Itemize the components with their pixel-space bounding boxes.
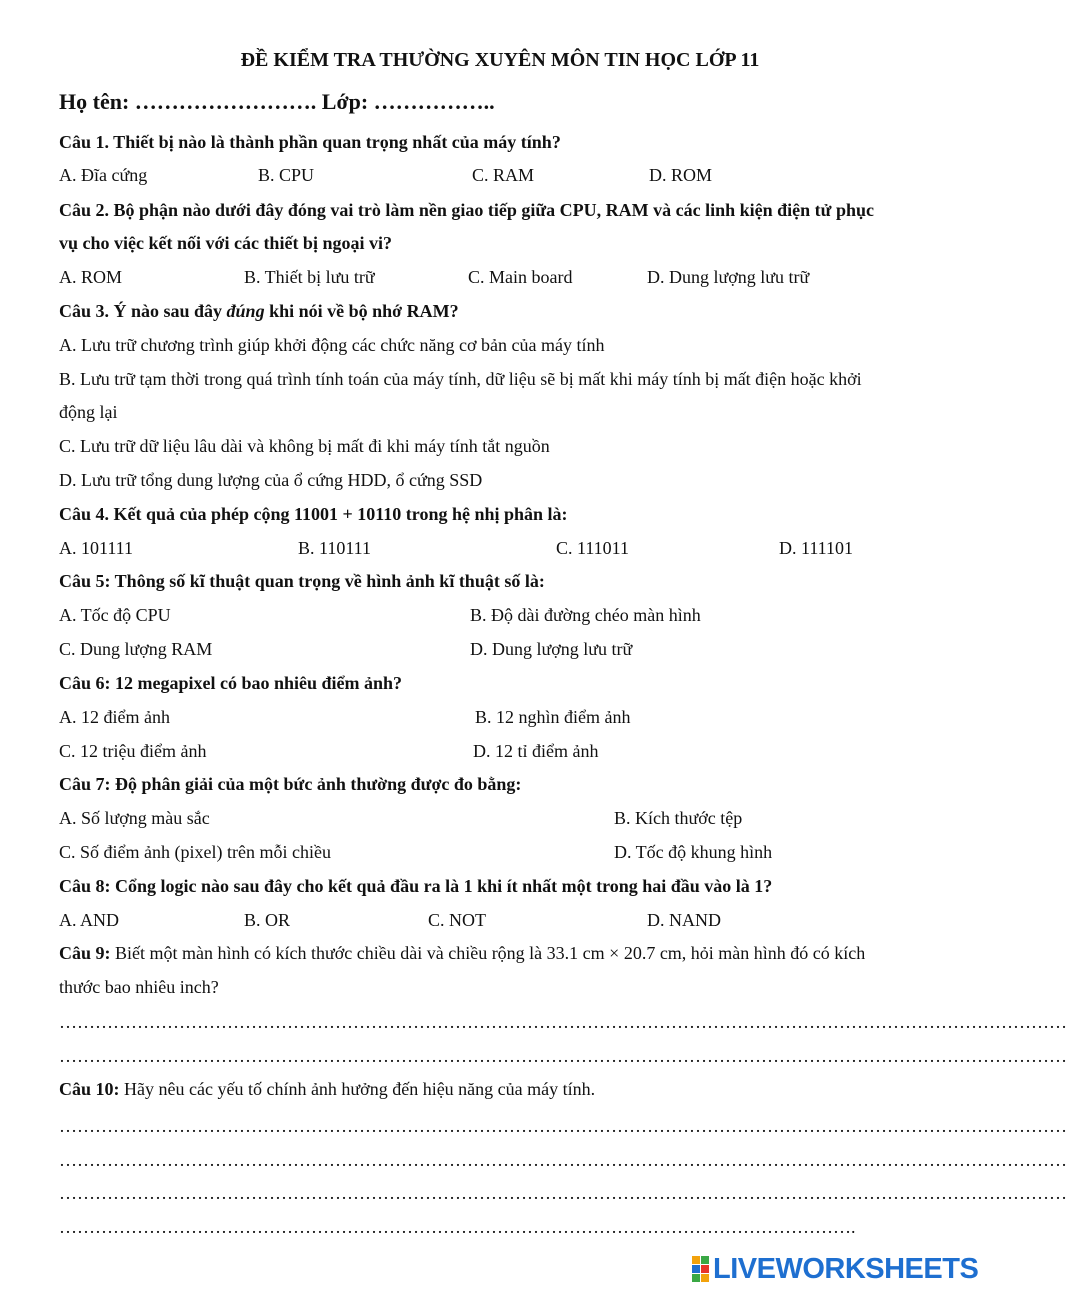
question-4: Câu 4. Kết quả của phép cộng 11001 + 10110 trong hệ nhị phân là:: [59, 504, 568, 524]
answer-line[interactable]: ……………………………………………………………………………………………………………………………………………………: [59, 1183, 1067, 1203]
q8-option-d: D. NAND: [647, 910, 721, 930]
logo-blocks-icon: [692, 1256, 709, 1282]
page-title: ĐỀ KIỂM TRA THƯỜNG XUYÊN MÔN TIN HỌC LỚP 11: [240, 49, 760, 71]
q8-option-b: B. OR: [244, 910, 291, 930]
answer-line[interactable]: ……………………………………………………………………………………………………………………………………………………: [59, 1116, 1067, 1136]
question-3-pre: Câu 3. Ý nào sau đây: [59, 301, 227, 321]
q5-option-b: B. Độ dài đường chéo màn hình: [470, 605, 701, 625]
answer-line[interactable]: …………………………………………………………………………………………………………………….: [59, 1217, 856, 1237]
answer-line[interactable]: ……………………………………………………………………………………………………………………………………………………: [59, 1012, 1067, 1032]
logo-text: LIVEWORKSHEETS: [713, 1253, 979, 1285]
q3-option-c: C. Lưu trữ dữ liệu lâu dài và không bị mất đi khi máy tính tắt nguồn: [59, 436, 550, 456]
q5-option-c: C. Dung lượng RAM: [59, 639, 213, 659]
q3-option-a: A. Lưu trữ chương trình giúp khởi động các chức năng cơ bản của máy tính: [59, 335, 605, 355]
answer-line[interactable]: ……………………………………………………………………………………………………………………………………………………: [59, 1046, 1067, 1066]
question-5: Câu 5: Thông số kĩ thuật quan trọng về hình ảnh kĩ thuật số là:: [59, 571, 545, 591]
question-2-line-2: vụ cho việc kết nối với các thiết bị ngoại vi?: [59, 233, 392, 253]
q6-option-c: C. 12 triệu điểm ảnh: [59, 741, 207, 761]
q1-option-d: D. ROM: [649, 165, 713, 185]
question-9-line-1: [59, 942, 865, 964]
question-10-text: Hãy nêu các yếu tố chính ảnh hưởng đến hiệu năng của máy tính.: [119, 1079, 596, 1099]
q2-option-d: D. Dung lượng lưu trữ: [647, 267, 810, 287]
q2-option-a: A. ROM: [59, 267, 123, 287]
q4-option-b: B. 110111: [298, 538, 372, 558]
q5-option-d: D. Dung lượng lưu trữ: [470, 639, 633, 659]
q1-option-c: C. RAM: [472, 165, 535, 185]
q8-option-a: A. AND: [59, 910, 120, 930]
q4-option-d: D. 111101: [779, 538, 853, 558]
q2-option-c: C. Main board: [468, 267, 573, 287]
q8-option-c: C. NOT: [428, 910, 486, 930]
q5-option-a: A. Tốc độ CPU: [59, 605, 171, 625]
q3-option-b-line-1: B. Lưu trữ tạm thời trong quá trình tính toán của máy tính, dữ liệu sẽ bị mất khi máy tính bị mất điện hoặc khởi: [59, 369, 862, 389]
question-8: Câu 8: Cổng logic nào sau đây cho kết quả đầu ra là 1 khi ít nhất một trong hai đầu vào là 1?: [59, 876, 773, 896]
q6-option-b: B. 12 nghìn điểm ảnh: [475, 707, 631, 727]
q6-option-d: D. 12 tỉ điểm ảnh: [473, 741, 599, 761]
q3-option-d: D. Lưu trữ tổng dung lượng của ổ cứng HDD, ổ cứng SSD: [59, 470, 483, 490]
liveworksheets-logo: [692, 1253, 978, 1285]
q1-option-a: A. Đĩa cứng: [59, 165, 148, 185]
q6-option-a: A. 12 điểm ảnh: [59, 707, 170, 727]
question-10-label: Câu 10:: [59, 1079, 120, 1099]
question-6: Câu 6: 12 megapixel có bao nhiêu điểm ảnh?: [59, 673, 403, 693]
question-10: [59, 1078, 595, 1100]
q4-option-c: C. 111011: [556, 538, 630, 558]
q1-option-b: B. CPU: [258, 165, 315, 185]
question-1: Câu 1. Thiết bị nào là thành phần quan trọng nhất của máy tính?: [59, 132, 561, 152]
q7-option-d: D. Tốc độ khung hình: [614, 842, 773, 862]
q7-option-b: B. Kích thước tệp: [614, 808, 743, 828]
question-9-line-2: thước bao nhiêu inch?: [59, 977, 219, 997]
student-info-line: Họ tên: ……………………. Lớp: ……………..: [59, 89, 495, 114]
q4-option-a: A. 101111: [59, 538, 133, 558]
question-3: [59, 300, 459, 322]
q3-option-b-line-2: động lại: [59, 402, 118, 422]
question-2-line-1: Câu 2. Bộ phận nào dưới đây đóng vai trò làm nền giao tiếp giữa CPU, RAM và các linh kiện điện tử phục: [59, 200, 874, 220]
question-7: Câu 7: Độ phân giải của một bức ảnh thường được đo bằng:: [59, 774, 522, 794]
q7-option-a: A. Số lượng màu sắc: [59, 808, 210, 828]
question-9-text: Biết một màn hình có kích thước chiều dài và chiều rộng là 33.1 cm × 20.7 cm, hỏi màn hình đó có kích: [110, 943, 866, 963]
answer-line[interactable]: ……………………………………………………………………………………………………………………………………………………: [59, 1150, 1067, 1170]
question-3-emphasis: đúng: [226, 301, 265, 321]
q2-option-b: B. Thiết bị lưu trữ: [244, 267, 375, 287]
question-3-post: khi nói về bộ nhớ RAM?: [264, 301, 459, 321]
q7-option-c: C. Số điểm ảnh (pixel) trên mỗi chiều: [59, 842, 331, 862]
question-9-label: Câu 9:: [59, 943, 111, 963]
